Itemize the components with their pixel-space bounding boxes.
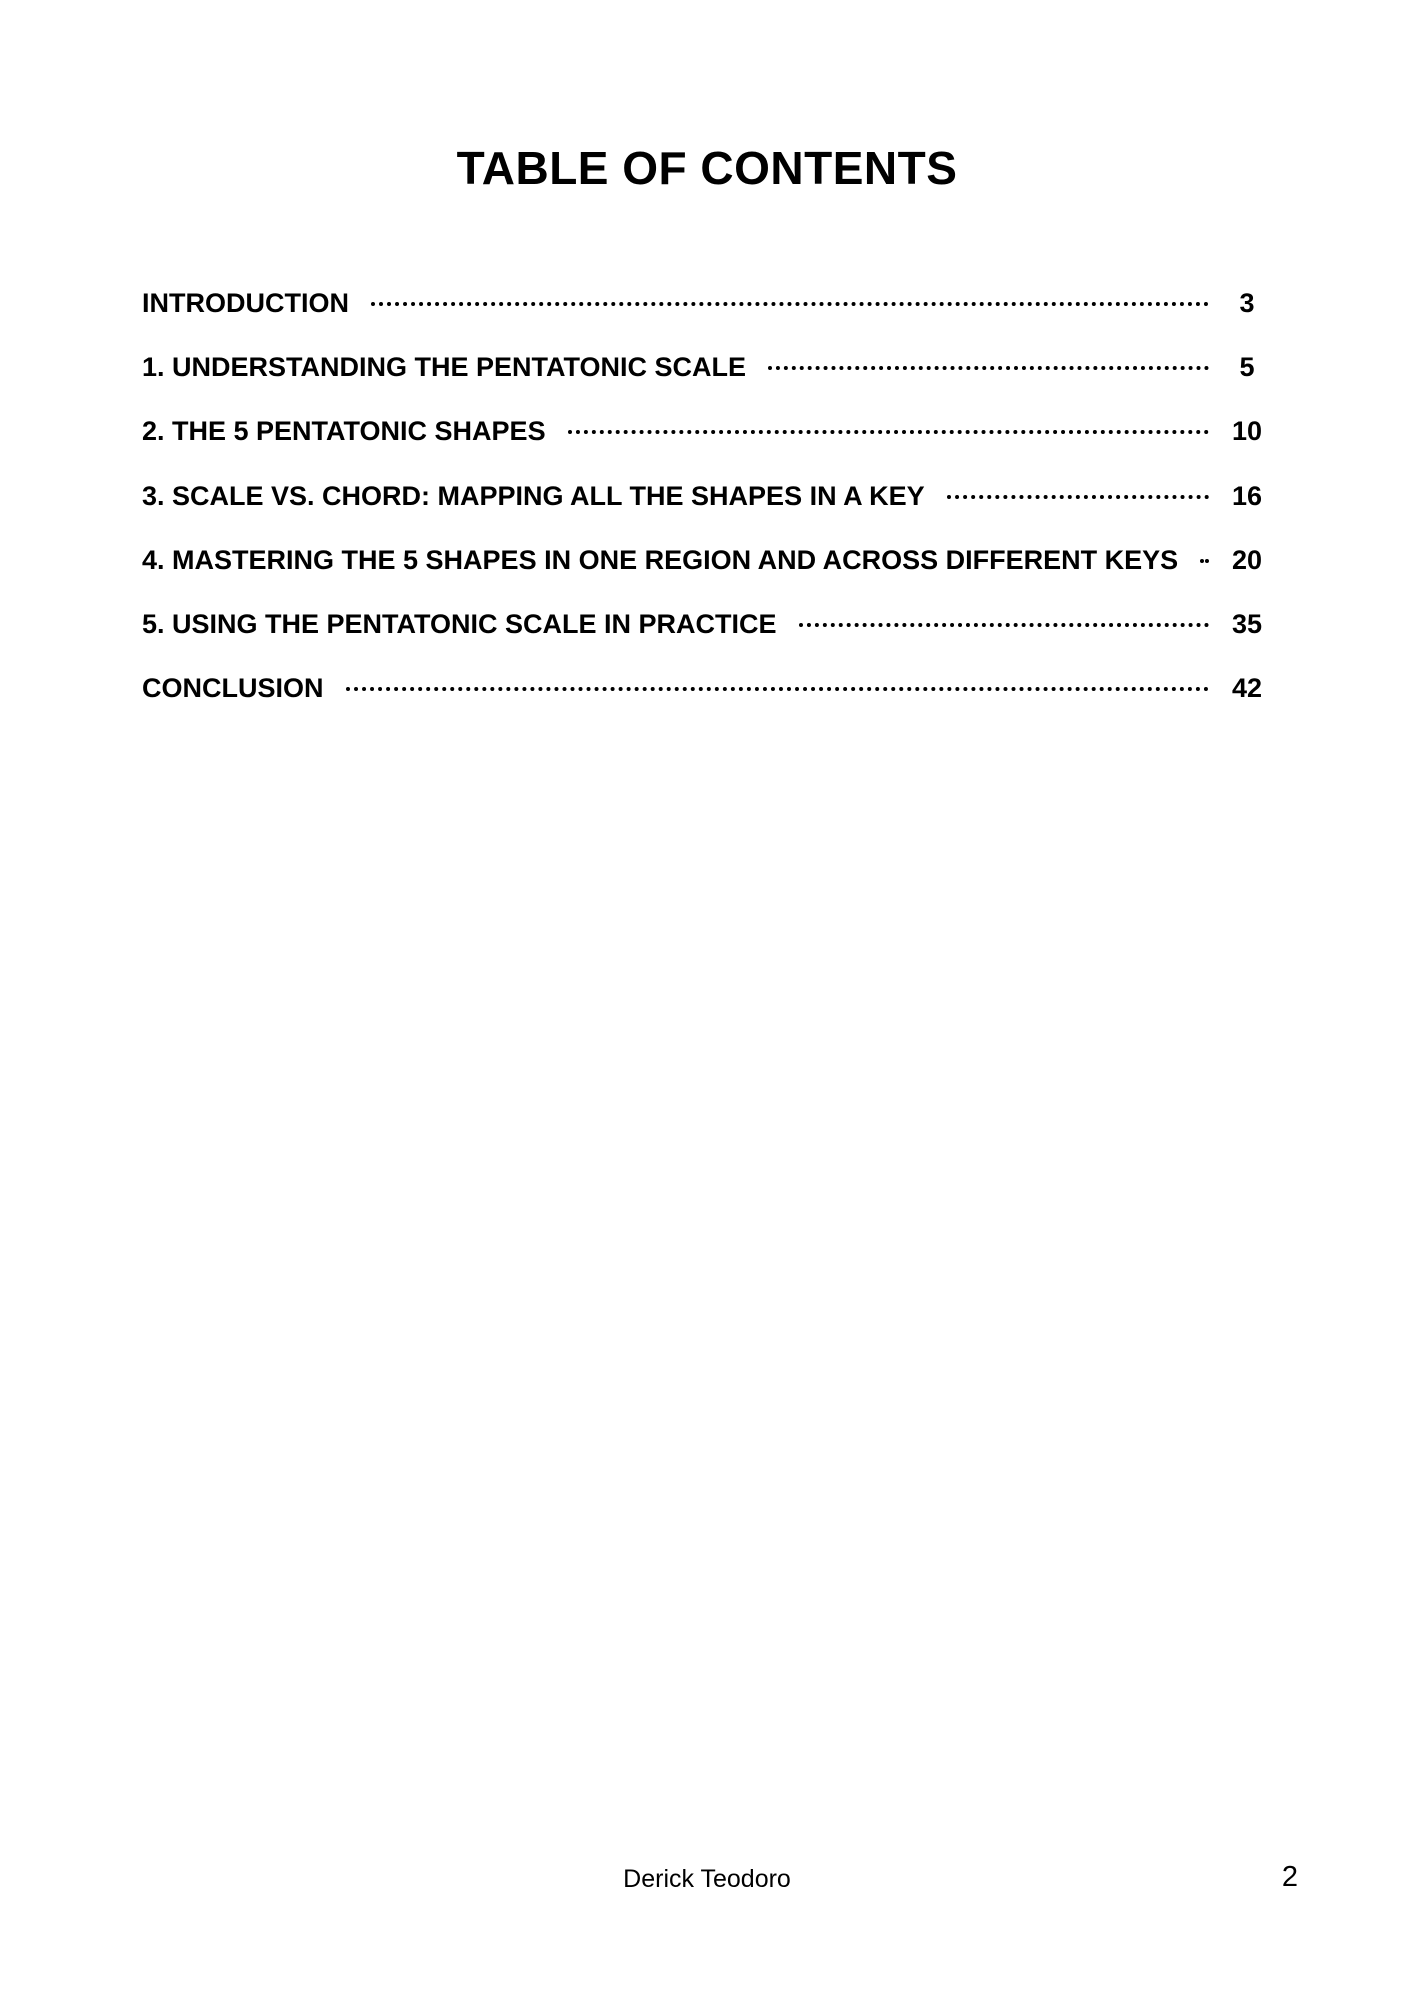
footer-author: Derick Teodoro [623, 1865, 791, 1893]
page-title: TABLE OF CONTENTS [456, 142, 958, 194]
dot-leader [371, 302, 1209, 306]
toc-entry-page: 20 [1231, 544, 1263, 575]
toc-entry-chapter-1[interactable] [142, 342, 1277, 406]
toc-entry-label: INTRODUCTION [142, 288, 349, 318]
toc-entry-introduction[interactable] [142, 278, 1277, 342]
dot-leader [947, 495, 1209, 499]
toc-entry-label: 1. UNDERSTANDING THE PENTATONIC SCALE [142, 352, 747, 383]
toc-entry-page: 10 [1231, 416, 1263, 447]
toc-entry-chapter-3[interactable] [142, 471, 1277, 535]
dot-leader [1200, 559, 1209, 563]
toc-entry-chapter-5[interactable] [142, 599, 1277, 663]
dot-leader [346, 687, 1210, 691]
toc-entry-chapter-4[interactable] [142, 535, 1277, 599]
toc-entry-conclusion[interactable] [142, 663, 1277, 727]
dot-leader [568, 430, 1209, 434]
toc-entry-page: 42 [1231, 673, 1263, 704]
table-of-contents [142, 278, 1277, 727]
toc-entry-label: 4. MASTERING THE 5 SHAPES IN ONE REGION AND ACROSS DIFFERENT KEYS [142, 544, 1179, 575]
footer-page-number: 2 [1281, 1861, 1298, 1893]
dot-leader [768, 366, 1209, 370]
toc-entry-label: 2. THE 5 PENTATONIC SHAPES [142, 416, 546, 447]
toc-entry-label: 3. SCALE VS. CHORD: MAPPING ALL THE SHAPES IN A KEY [142, 480, 925, 511]
toc-entry-page: 35 [1231, 608, 1263, 639]
toc-entry-label: 5. USING THE PENTATONIC SCALE IN PRACTICE [142, 608, 777, 639]
toc-entry-page: 5 [1239, 352, 1255, 383]
toc-entry-page: 16 [1231, 480, 1263, 511]
dot-leader [799, 623, 1209, 627]
toc-entry-chapter-2[interactable] [142, 406, 1277, 470]
toc-entry-page: 3 [1239, 288, 1255, 318]
toc-entry-label: CONCLUSION [142, 673, 324, 704]
